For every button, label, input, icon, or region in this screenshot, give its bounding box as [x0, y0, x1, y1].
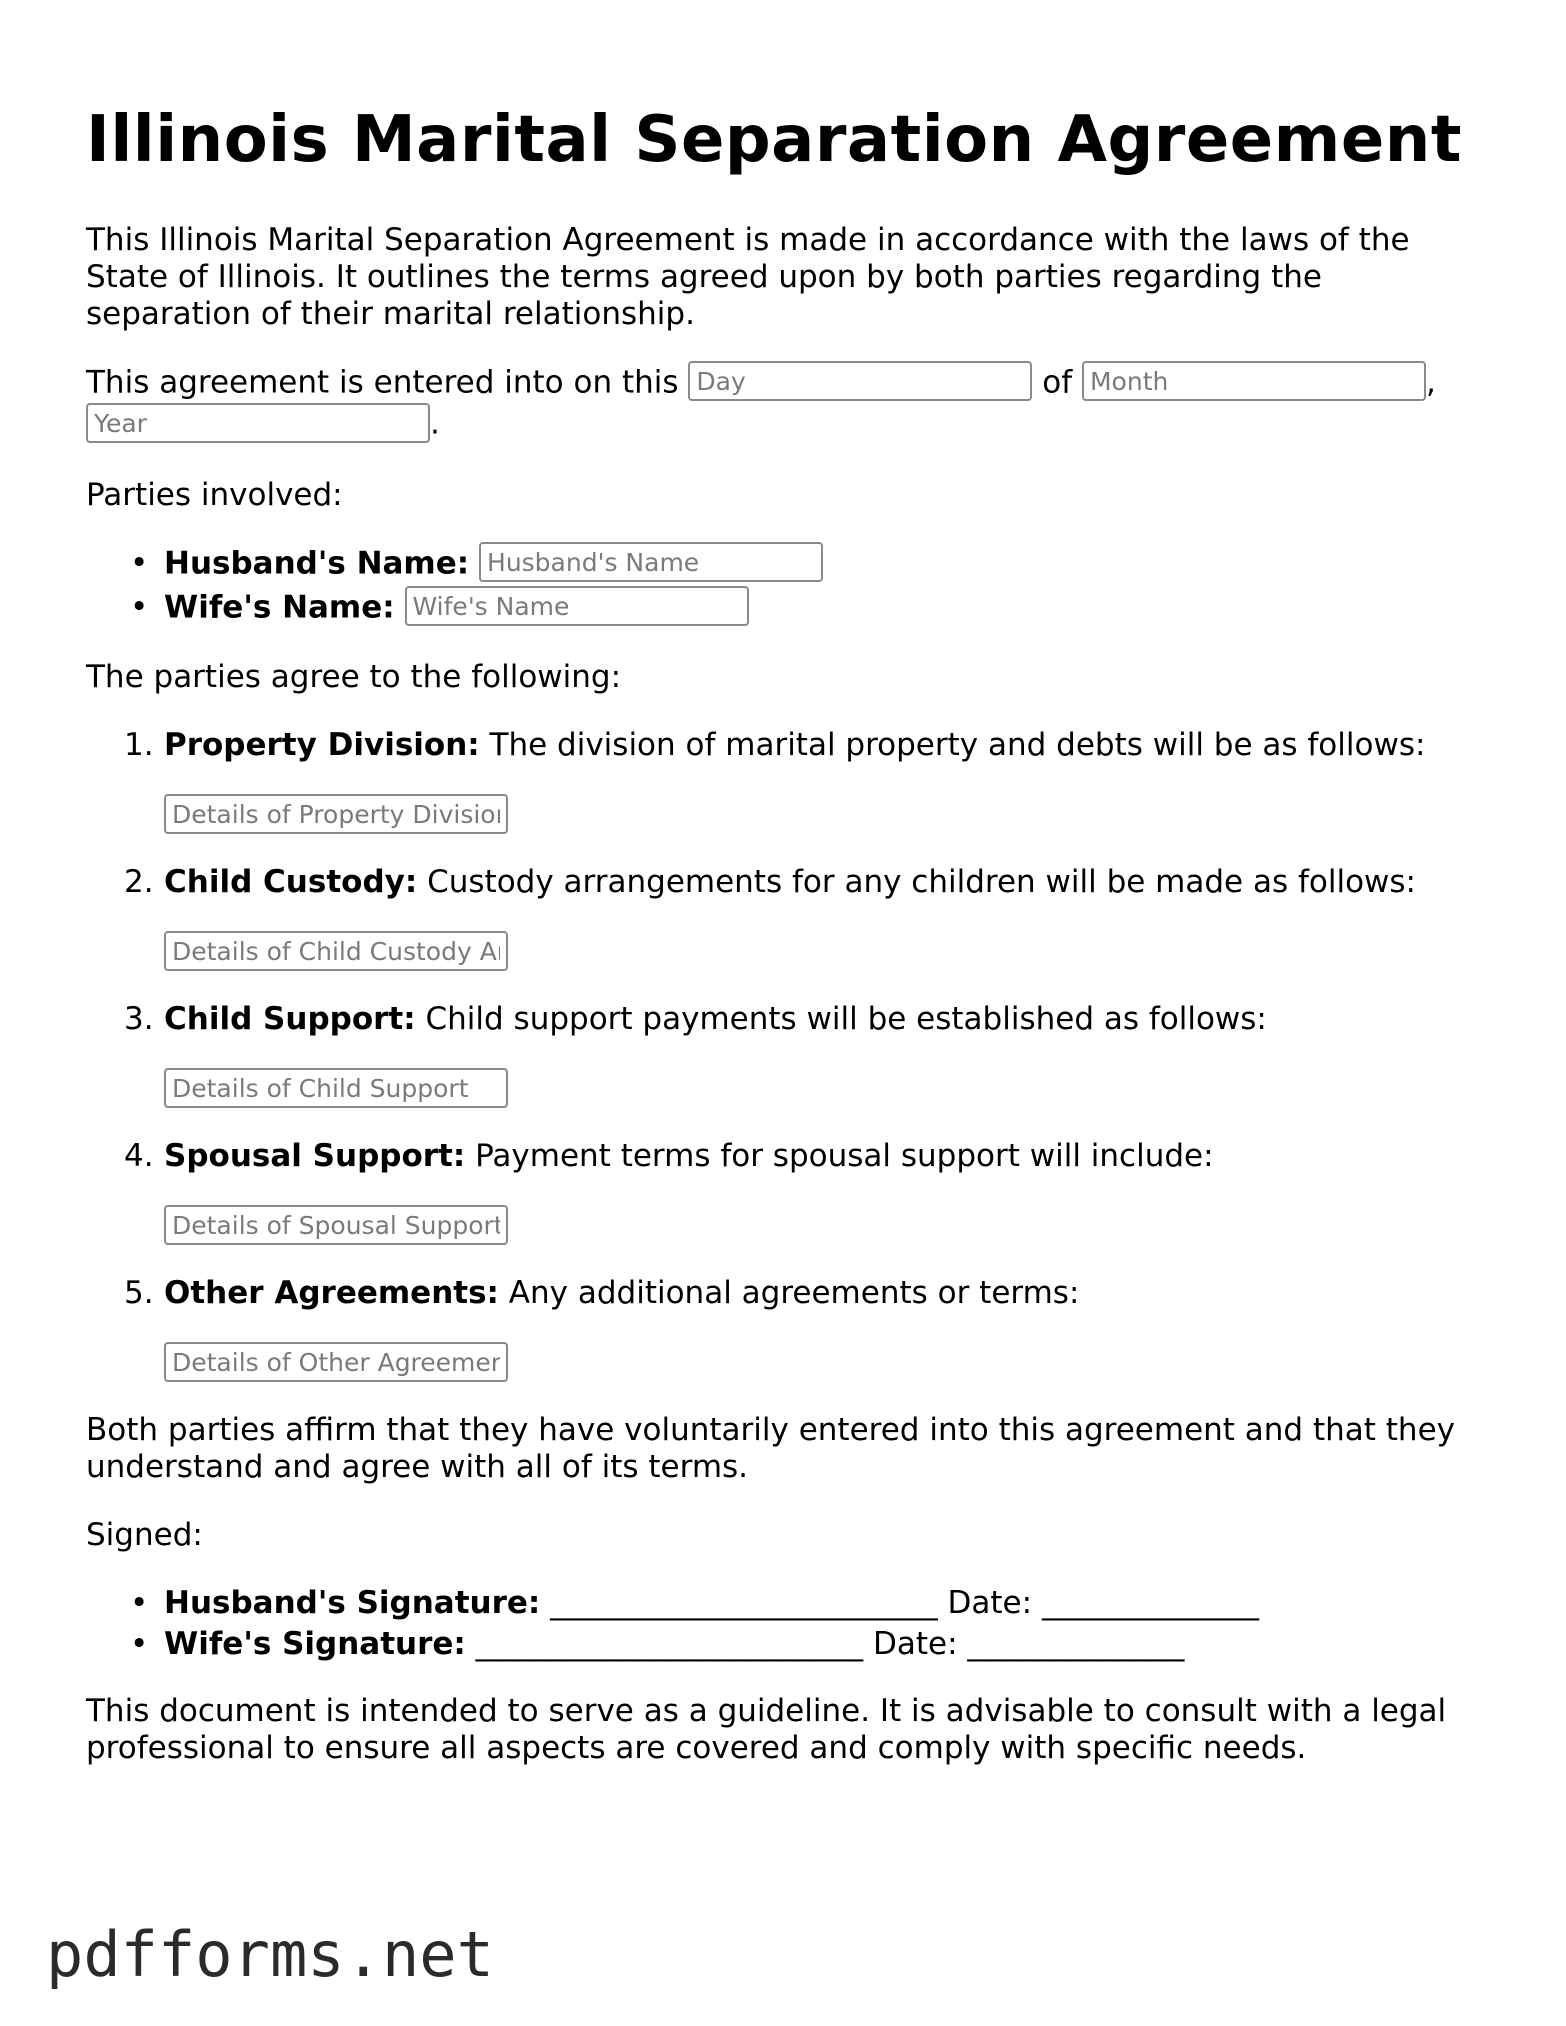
date-line-comma: , — [1425, 364, 1436, 401]
term-number: 1. — [124, 727, 154, 763]
child-custody-field[interactable] — [164, 931, 508, 971]
page-title: Illinois Marital Separation Agreement — [86, 103, 1462, 177]
terms-heading: The parties agree to the following: — [86, 659, 622, 695]
husband-signature-label: Husband's Signature: — [164, 1585, 541, 1621]
signed-heading: Signed: — [86, 1517, 203, 1553]
term-label: Child Support: — [164, 1001, 416, 1037]
term-label: Property Division: — [164, 727, 480, 763]
term-text: Custody arrangements for any children will be made as follows: — [427, 864, 1416, 900]
child-support-field[interactable] — [164, 1068, 508, 1108]
wife-signature-line: _________________________ — [475, 1626, 864, 1662]
wife-date-label: Date: — [873, 1626, 958, 1662]
wife-name-label: Wife's Name: — [164, 589, 395, 626]
term-text: Child support payments will be established as follows: — [425, 1001, 1267, 1037]
term-text: Any additional agreements or terms: — [508, 1275, 1080, 1311]
term-other-agreements — [124, 1275, 1486, 1382]
list-item — [164, 1626, 1486, 1663]
parties-list — [86, 545, 1486, 629]
property-division-field[interactable] — [164, 794, 508, 834]
other-agreements-field[interactable] — [164, 1342, 508, 1382]
term-number: 5. — [124, 1275, 154, 1311]
parties-heading: Parties involved: — [86, 477, 343, 513]
affirmation-paragraph: Both parties affirm that they have voluntarily entered into this agreement and that they understand and agree with all of its terms. — [86, 1412, 1455, 1485]
term-number: 2. — [124, 864, 154, 900]
term-label: Other Agreements: — [164, 1275, 499, 1311]
signatures-list — [86, 1585, 1486, 1663]
husband-date-label: Date: — [947, 1585, 1033, 1621]
term-number: 3. — [124, 1001, 154, 1037]
husband-name-label: Husband's Name: — [164, 545, 470, 582]
term-child-support — [124, 1001, 1486, 1108]
date-line-prefix: This agreement is entered into on this — [86, 364, 679, 401]
term-child-custody — [124, 864, 1486, 971]
date-line-period: . — [430, 405, 440, 442]
document-page — [86, 100, 1486, 1798]
disclaimer-paragraph: This document is intended to serve as a guideline. It is advisable to consult with a legal professional to ensure all aspects are covered and comply with specific needs. — [86, 1693, 1447, 1766]
spousal-support-field[interactable] — [164, 1205, 508, 1245]
watermark-logo: pdfforms.net — [46, 1918, 494, 1991]
husband-name-field[interactable] — [479, 542, 823, 582]
husband-signature-line: _________________________ — [550, 1585, 938, 1621]
wife-name-field[interactable] — [405, 586, 749, 626]
term-text: Payment terms for spousal support will include: — [475, 1138, 1214, 1174]
list-item — [164, 589, 1486, 629]
term-label: Child Custody: — [164, 864, 418, 900]
term-number: 4. — [124, 1138, 154, 1174]
intro-paragraph: This Illinois Marital Separation Agreement is made in accordance with the laws of the State of Illinois. It outlines the terms agreed upon by both parties regarding the separation of their marital relationship. — [86, 222, 1410, 332]
month-field[interactable] — [1082, 361, 1426, 401]
date-line — [86, 364, 1486, 446]
husband-date-line: ______________ — [1041, 1585, 1259, 1621]
terms-list — [86, 727, 1486, 1382]
year-field[interactable] — [86, 403, 430, 443]
term-spousal-support — [124, 1138, 1486, 1245]
term-text: The division of marital property and debts will be as follows: — [489, 727, 1426, 763]
term-label: Spousal Support: — [164, 1138, 466, 1174]
wife-signature-label: Wife's Signature: — [164, 1626, 466, 1662]
wife-date-line: ______________ — [967, 1626, 1185, 1662]
date-line-of: of — [1042, 364, 1073, 401]
term-property-division — [124, 727, 1486, 834]
list-item — [164, 1585, 1486, 1622]
list-item — [164, 545, 1486, 585]
day-field[interactable] — [688, 361, 1032, 401]
